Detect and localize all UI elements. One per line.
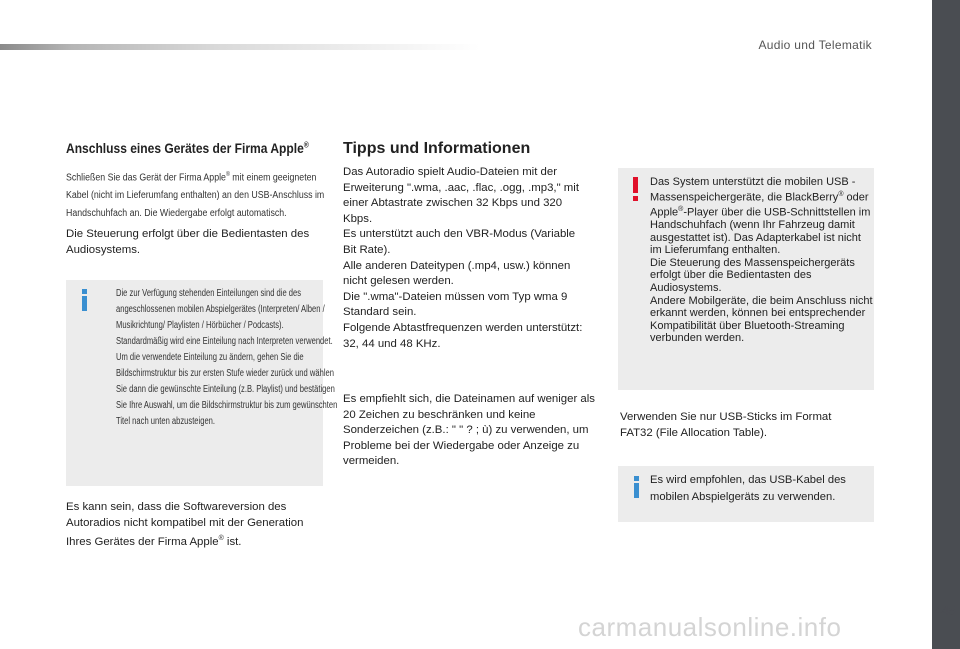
watermark: carmanualsonline.info (578, 612, 842, 642)
tips-paragraph-2: Es empfiehlt sich, die Dateinamen auf weniger als 20 Zeichen zu beschränken und keine Sonderzeichen (z.B.: " " ? ; ù) zu verwenden, um Probleme bei der Wiedergabe oder Anzeige zu vermeiden. (343, 393, 595, 468)
warning-text: Das System unterstützt die mobilen USB -Massenspeichergeräte, die BlackBerry® oder Apple®-Player über die USB-Schnittstellen im Handschuhfach (wenn Ihr Fahrzeug damit ausgestattet ist). Das Adapterkabel ist nicht im Lieferumfang enthalten. Die Steuerung des Massenspeichergeräts erfolgt über die Bedientasten des Audiosystems. Andere Mobilgeräte, die beim Anschluss nicht erkannt werden, können bei entsprechender Kompatibilität über Bluetooth-Streaming verbunden werden. (650, 176, 873, 345)
usb-cable-info-box (618, 466, 874, 522)
header-gradient-stripe (0, 44, 480, 50)
page-number: 445 (934, 603, 956, 618)
apple-intro-text: Schließen Sie das Gerät der Firma Apple® mit einem geeigneten Kabel (nicht im Lieferumfang enthalten) an den USB-Anschluss im Handschuhfach an. Die Wiedergabe erfolgt automatisch. (66, 172, 325, 220)
warning-box (618, 168, 874, 390)
usb-cable-info-text: Es wird empfohlen, das USB-Kabel des mobilen Abspielgeräts zu verwenden. (650, 474, 846, 503)
control-text: Die Steuerung erfolgt über die Bedientasten des Audiosystems. (66, 228, 310, 256)
usb-format-text: Verwenden Sie nur USB-Sticks im Format FAT32 (File Allocation Table). (620, 411, 832, 439)
warning-icon (633, 177, 638, 201)
tips-section-title: Tipps und Informationen (343, 140, 531, 157)
apple-info-box (66, 280, 338, 486)
compatibility-text: Es kann sein, dass die Softwareversion des Autoradios nicht kompatibel mit der Generation Ihres Gerätes der Firma Apple® ist. (66, 501, 304, 548)
chapter-sidebar-bar (932, 0, 960, 649)
apple-info-text: Die zur Verfügung stehenden Einteilungen sind die des angeschlossenen mobilen Abspielgerätes (Interpreten/ Alben / Musikrichtung/ Playlisten / Hörbücher / Podcasts). Standardmäßig wird eine Einteilung nach Interpreten verwendet. Um die verwendete Einteilung zu ändern, gehen Sie die Bildschirmstruktur bis zur ersten Stufe wieder zurück und wählen Sie dann die gewünschte Einteilung (z.B. Playlist) und bestätigen Sie Ihre Auswahl, um die Bildschirmstruktur bis zum gewünschten Titel nach unten abzusteigen. (116, 288, 338, 427)
tips-paragraph-1: Das Autoradio spielt Audio-Dateien mit der Erweiterung ".wma, .aac, .flac, .ogg, .mp3," mit einer Abtastrate zwischen 32 Kbps und 320 Kbps. Es unterstützt auch den VBR-Modus (Variable Bit Rate). Alle anderen Dateitypen (.mp4, usw.) können nicht gelesen werden. Die ".wma"-Dateien müssen vom Typ wma 9 Standard sein. Folgende Abtastfrequenzen werden unterstützt: 32, 44 und 48 KHz. (343, 166, 583, 350)
info-icon (634, 476, 639, 498)
apple-section-title: Anschluss eines Gerätes der Firma Apple® (66, 140, 309, 156)
info-icon (82, 289, 87, 311)
section-title: Audio und Telematik (758, 38, 872, 52)
page-marker (945, 586, 950, 591)
